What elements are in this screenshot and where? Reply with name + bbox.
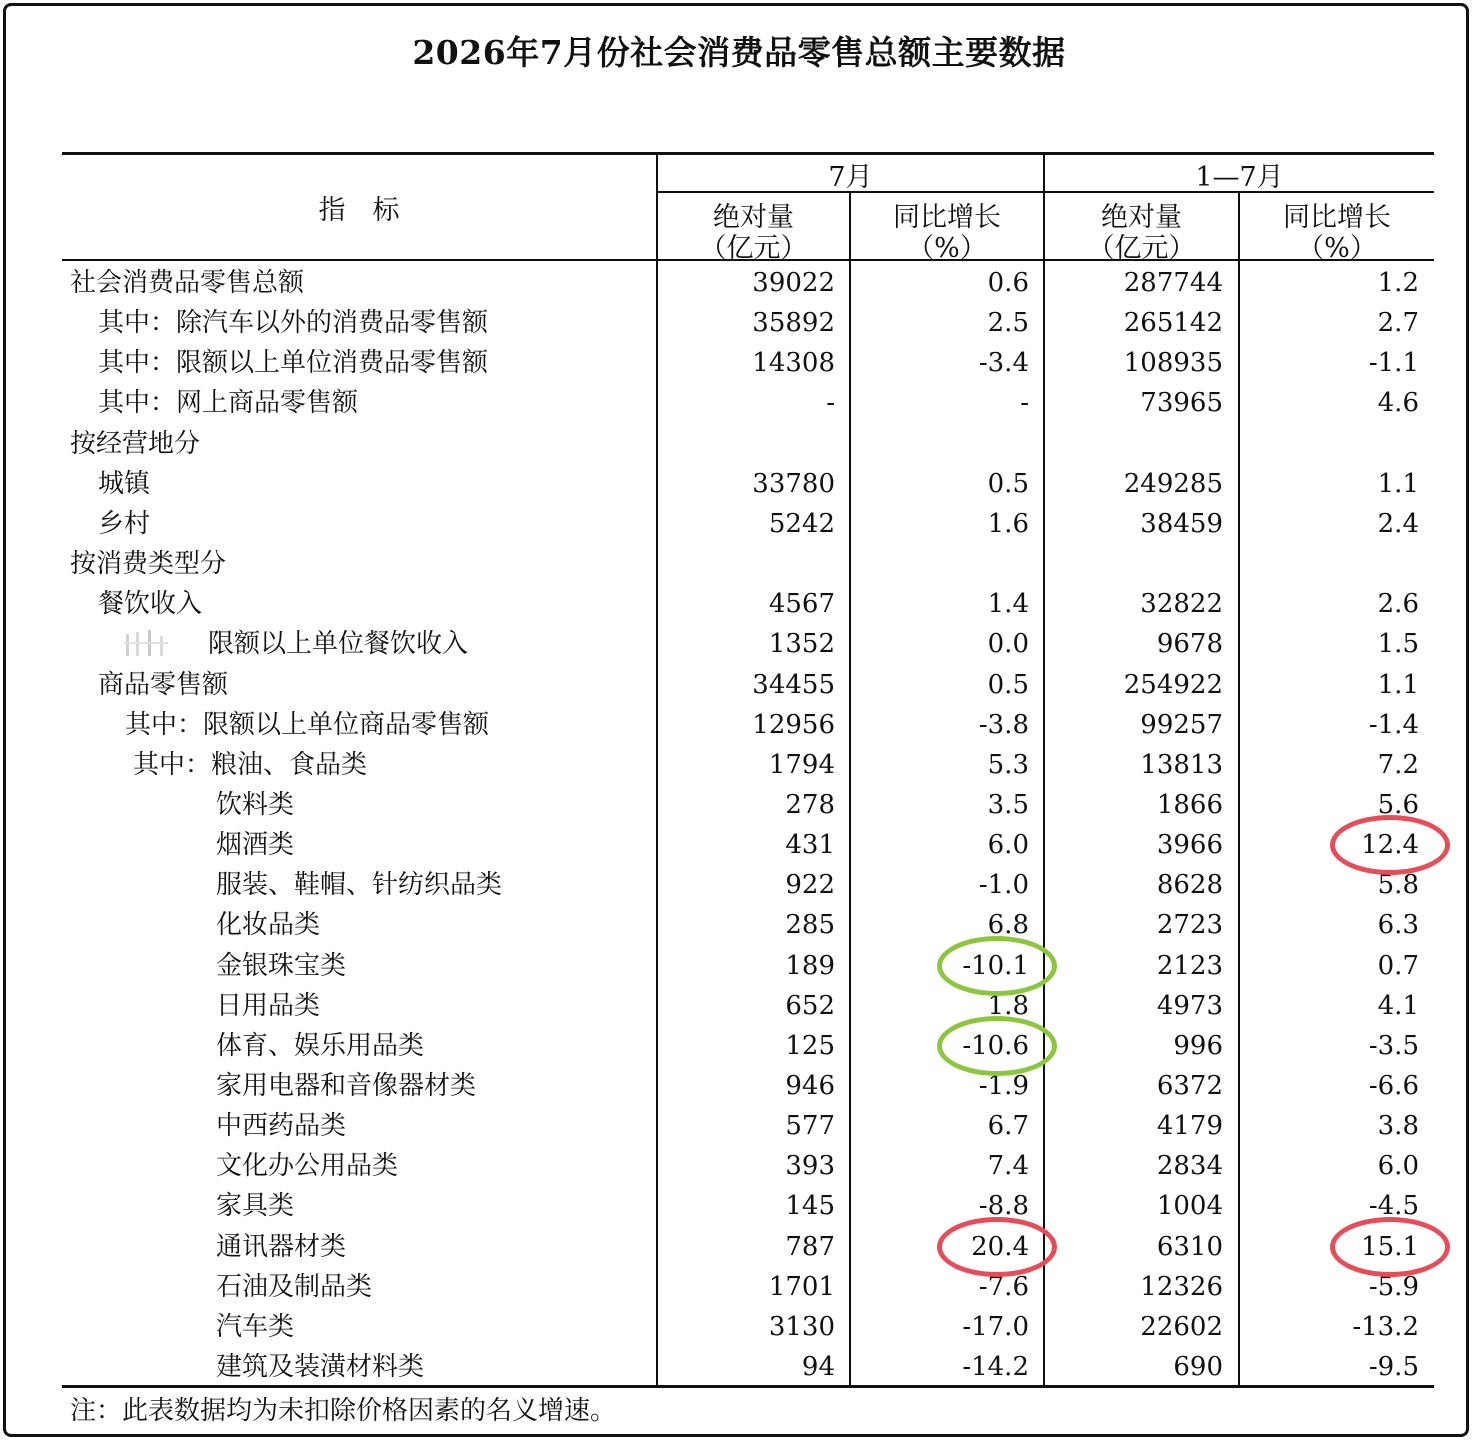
- yoy-header-unit: （%）: [1297, 233, 1377, 264]
- cell-jul-abs: 35892: [752, 308, 835, 338]
- cell-jul-yoy: 1.8: [987, 991, 1029, 1021]
- cell-jul-yoy: -8.8: [978, 1191, 1029, 1221]
- column-divider: [1238, 191, 1240, 1387]
- abs-header-label: 绝对量: [713, 202, 794, 233]
- cell-jul-yoy: 5.3: [987, 750, 1029, 780]
- cell-jul-abs: 125: [785, 1031, 835, 1061]
- cell-ytd-yoy: 5.8: [1377, 870, 1419, 900]
- cell-jul-abs: [675, 544, 835, 584]
- row-label: 餐饮收入: [98, 589, 203, 619]
- row-label: 服装、鞋帽、针纺织品类: [216, 870, 503, 900]
- cell-jul-yoy: 1.4: [987, 589, 1029, 619]
- cell-ytd-abs: 2834: [1156, 1151, 1223, 1181]
- abs-header-unit: （亿元）: [1087, 233, 1196, 264]
- yoy-header-unit: （%）: [907, 233, 987, 264]
- cell-ytd-yoy: [1259, 544, 1419, 584]
- cell-jul-yoy: 0.5: [987, 670, 1029, 700]
- cell-jul-abs: 285: [785, 910, 835, 940]
- column-divider: [1043, 152, 1045, 1387]
- cell-ytd-yoy: -13.2: [1352, 1312, 1419, 1342]
- row-label: 城镇: [98, 469, 151, 499]
- cell-jul-abs: 14308: [752, 348, 835, 378]
- row-label: 按经营地分: [70, 429, 201, 459]
- cell-jul-yoy: [869, 544, 1029, 584]
- cell-ytd-abs: 287744: [1123, 268, 1223, 298]
- cell-ytd-abs: 6372: [1156, 1071, 1223, 1101]
- cell-jul-yoy: -17.0: [962, 1312, 1029, 1342]
- cell-ytd-abs: [1063, 424, 1223, 464]
- cell-jul-abs: 34455: [752, 670, 835, 700]
- cell-ytd-yoy: 6.0: [1377, 1151, 1419, 1181]
- footnote: 注：此表数据均为未扣除价格因素的名义增速。: [70, 1396, 617, 1426]
- row-label: 石油及制品类: [216, 1272, 373, 1302]
- row-label: 建筑及装潢材料类: [216, 1352, 425, 1382]
- cell-jul-yoy: -10.6: [962, 1031, 1029, 1061]
- cell-jul-abs: 787: [785, 1232, 835, 1262]
- cell-ytd-yoy: -5.9: [1368, 1272, 1419, 1302]
- cell-jul-abs: -: [826, 388, 835, 418]
- cell-ytd-abs: 690: [1173, 1352, 1223, 1382]
- row-label: 社会消费品零售总额: [70, 268, 305, 298]
- cell-ytd-yoy: 3.8: [1377, 1111, 1419, 1141]
- row-label: 家具类: [216, 1191, 295, 1221]
- cell-jul-abs: 431: [785, 830, 835, 860]
- cell-ytd-abs: 3966: [1156, 830, 1223, 860]
- yoy-header-label: 同比增长: [1283, 202, 1391, 233]
- cell-ytd-abs: 265142: [1123, 308, 1223, 338]
- cell-jul-abs: 5242: [768, 509, 835, 539]
- cell-jul-abs: 1701: [768, 1272, 835, 1302]
- row-label: 体育、娱乐用品类: [216, 1031, 425, 1061]
- cell-jul-yoy: -1.9: [978, 1071, 1029, 1101]
- cell-ytd-yoy: 1.5: [1377, 629, 1419, 659]
- cell-jul-yoy: -14.2: [962, 1352, 1029, 1382]
- cell-ytd-yoy: 1.1: [1377, 670, 1419, 700]
- cell-jul-abs: 577: [785, 1111, 835, 1141]
- cell-ytd-abs: 108935: [1123, 348, 1223, 378]
- cell-jul-abs: 94: [801, 1352, 835, 1382]
- cell-ytd-abs: 99257: [1140, 710, 1223, 740]
- cell-jul-abs: 4567: [768, 589, 835, 619]
- cell-ytd-abs: 32822: [1140, 589, 1223, 619]
- row-label: 按消费类型分: [70, 549, 227, 579]
- cell-ytd-yoy: -3.5: [1368, 1031, 1419, 1061]
- cell-jul-yoy: 3.5: [987, 790, 1029, 820]
- row-label: 乡村: [98, 509, 151, 539]
- cell-ytd-abs: 4179: [1156, 1111, 1223, 1141]
- cell-jul-abs: 1352: [768, 629, 835, 659]
- cell-jul-yoy: 0.0: [987, 629, 1029, 659]
- cell-jul-yoy: 0.5: [987, 469, 1029, 499]
- cell-jul-abs: 145: [785, 1191, 835, 1221]
- cell-jul-abs: 922: [785, 870, 835, 900]
- cell-ytd-abs: 73965: [1140, 388, 1223, 418]
- row-label: 日用品类: [216, 991, 321, 1021]
- cell-ytd-abs: 2123: [1156, 951, 1223, 981]
- table-title: 2026年7月份社会消费品零售总额主要数据: [412, 33, 1066, 72]
- cell-jul-abs: 946: [785, 1071, 835, 1101]
- cell-jul-yoy: 6.7: [987, 1111, 1029, 1141]
- row-label: 饮料类: [216, 790, 295, 820]
- cell-jul-yoy: 6.8: [987, 910, 1029, 940]
- indicator-header: 指 标: [318, 195, 400, 226]
- row-label: 其中：限额以上单位商品零售额: [125, 710, 490, 740]
- cell-ytd-abs: 249285: [1123, 469, 1223, 499]
- cell-jul-abs: 12956: [752, 710, 835, 740]
- cell-ytd-abs: 996: [1173, 1031, 1223, 1061]
- cell-jul-yoy: [869, 424, 1029, 464]
- row-label: 限额以上单位餐饮收入: [208, 629, 469, 659]
- period-ytd-header: 1—7月: [1195, 162, 1284, 193]
- cell-ytd-abs: 1004: [1156, 1191, 1223, 1221]
- cell-jul-yoy: 20.4: [971, 1232, 1029, 1262]
- yoy-header-label: 同比增长: [893, 202, 1001, 233]
- cell-ytd-abs: 22602: [1140, 1312, 1223, 1342]
- abs-header-label: 绝对量: [1101, 202, 1182, 233]
- cell-ytd-yoy: 7.2: [1377, 750, 1419, 780]
- cell-ytd-yoy: 4.1: [1377, 991, 1419, 1021]
- cell-ytd-yoy: 15.1: [1361, 1232, 1419, 1262]
- cell-ytd-yoy: -1.1: [1368, 348, 1419, 378]
- row-label: 其中：网上商品零售额: [98, 388, 359, 418]
- row-label: 其中：除汽车以外的消费品零售额: [98, 308, 489, 338]
- cell-jul-abs: 652: [785, 991, 835, 1021]
- cell-ytd-abs: 8628: [1156, 870, 1223, 900]
- period-july-header: 7月: [828, 162, 873, 193]
- cell-ytd-yoy: 5.6: [1377, 790, 1419, 820]
- cell-ytd-yoy: -4.5: [1368, 1191, 1419, 1221]
- row-label: 其中：粮油、食品类: [133, 750, 368, 780]
- cell-jul-abs: [675, 424, 835, 464]
- cell-jul-yoy: -10.1: [962, 951, 1029, 981]
- row-label: 中西药品类: [216, 1111, 347, 1141]
- cell-ytd-abs: 12326: [1140, 1272, 1223, 1302]
- redaction-mark: [124, 628, 176, 658]
- row-label: 金银珠宝类: [216, 951, 347, 981]
- cell-ytd-yoy: 4.6: [1377, 388, 1419, 418]
- row-label: 汽车类: [216, 1312, 295, 1342]
- cell-ytd-yoy: -9.5: [1368, 1352, 1419, 1382]
- cell-jul-yoy: -: [1020, 388, 1029, 418]
- abs-header-unit: （亿元）: [699, 233, 808, 264]
- cell-jul-abs: 393: [785, 1151, 835, 1181]
- cell-ytd-yoy: 2.7: [1377, 308, 1419, 338]
- column-divider: [849, 191, 851, 1387]
- cell-jul-yoy: 1.6: [987, 509, 1029, 539]
- cell-ytd-abs: 4973: [1156, 991, 1223, 1021]
- cell-ytd-abs: 9678: [1156, 629, 1223, 659]
- cell-ytd-yoy: 2.6: [1377, 589, 1419, 619]
- cell-jul-abs: 33780: [752, 469, 835, 499]
- cell-ytd-abs: 38459: [1140, 509, 1223, 539]
- row-label: 家用电器和音像器材类: [216, 1071, 477, 1101]
- column-divider: [656, 152, 658, 1387]
- cell-ytd-yoy: 1.1: [1377, 469, 1419, 499]
- cell-jul-abs: 189: [785, 951, 835, 981]
- cell-ytd-abs: 13813: [1140, 750, 1223, 780]
- cell-jul-yoy: 6.0: [987, 830, 1029, 860]
- row-label: 其中：限额以上单位消费品零售额: [98, 348, 489, 378]
- cell-ytd-abs: 254922: [1123, 670, 1223, 700]
- cell-ytd-yoy: 1.2: [1377, 268, 1419, 298]
- cell-ytd-abs: 6310: [1156, 1232, 1223, 1262]
- row-label: 烟酒类: [216, 830, 295, 860]
- cell-jul-yoy: 0.6: [987, 268, 1029, 298]
- cell-ytd-yoy: [1259, 424, 1419, 464]
- cell-jul-abs: 3130: [768, 1312, 835, 1342]
- cell-ytd-yoy: 6.3: [1377, 910, 1419, 940]
- cell-jul-yoy: -3.4: [978, 348, 1029, 378]
- cell-jul-yoy: -7.6: [978, 1272, 1029, 1302]
- cell-ytd-yoy: 0.7: [1377, 951, 1419, 981]
- row-label: 商品零售额: [98, 670, 229, 700]
- cell-ytd-abs: [1063, 544, 1223, 584]
- cell-jul-yoy: 2.5: [987, 308, 1029, 338]
- cell-jul-yoy: -1.0: [978, 870, 1029, 900]
- cell-ytd-yoy: 2.4: [1377, 509, 1419, 539]
- cell-jul-abs: 39022: [752, 268, 835, 298]
- row-label: 通讯器材类: [216, 1232, 347, 1262]
- cell-ytd-yoy: -1.4: [1368, 710, 1419, 740]
- row-label: 文化办公用品类: [216, 1151, 399, 1181]
- cell-jul-abs: 278: [785, 790, 835, 820]
- cell-jul-yoy: -3.8: [978, 710, 1029, 740]
- cell-ytd-abs: 2723: [1156, 910, 1223, 940]
- cell-ytd-yoy: 12.4: [1361, 830, 1419, 860]
- cell-ytd-abs: 1866: [1156, 790, 1223, 820]
- row-label: 化妆品类: [216, 910, 321, 940]
- cell-ytd-yoy: -6.6: [1368, 1071, 1419, 1101]
- cell-jul-abs: 1794: [768, 750, 835, 780]
- cell-jul-yoy: 7.4: [987, 1151, 1029, 1181]
